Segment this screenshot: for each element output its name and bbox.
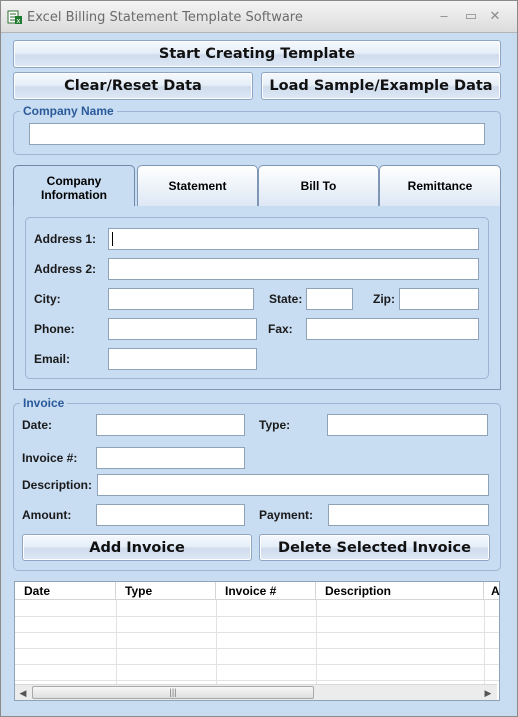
address1-input[interactable] [108,228,479,250]
phone-label: Phone: [34,322,75,336]
close-button[interactable]: ✕ [489,8,501,23]
title-bar [1,1,517,33]
city-label: City: [34,292,61,306]
invoice-amount-input[interactable] [96,504,245,526]
client-area [6,33,512,711]
zip-input[interactable] [399,288,479,310]
invoice-payment-input[interactable] [328,504,489,526]
tab-bill-to[interactable] [258,165,379,206]
tab-statement[interactable] [137,165,258,206]
fax-label: Fax: [268,322,293,336]
column-header-description[interactable]: Description [316,582,484,600]
invoice-date-input[interactable] [96,414,245,436]
email-input[interactable] [108,348,257,370]
invoice-type-input[interactable] [327,414,488,436]
start-creating-template-button[interactable]: Start Creating Template [13,40,501,68]
tab-bill-to-label: Bill To [300,179,337,193]
tab-remittance[interactable] [379,165,501,206]
column-header-invoice-number[interactable]: Invoice # [216,582,316,600]
invoice-description-input[interactable] [97,474,489,496]
company-name-legend: Company Name [20,104,117,118]
invoice-type-label: Type: [259,418,291,432]
invoice-number-input[interactable] [96,447,245,469]
invoice-group [13,396,501,571]
tab-remittance-label: Remittance [407,179,473,193]
address2-input[interactable] [108,258,479,280]
delete-selected-invoice-button[interactable]: Delete Selected Invoice [259,534,490,561]
column-header-date[interactable]: Date [15,582,116,600]
invoice-payment-label: Payment: [259,508,314,522]
address2-label: Address 2: [34,262,97,276]
tab-statement-label: Statement [168,179,227,193]
company-information-group [25,217,489,379]
tab-company-information-label: Company Information [41,173,107,202]
window-title: Excel Billing Statement Template Software [27,10,303,25]
city-input[interactable] [108,288,254,310]
tab-panel [13,206,501,390]
add-invoice-button[interactable]: Add Invoice [22,534,252,561]
state-input[interactable] [306,288,353,310]
invoice-list-grid [15,600,499,684]
load-sample-button[interactable]: Load Sample/Example Data [261,72,501,100]
invoice-list[interactable] [14,581,500,701]
phone-input[interactable] [108,318,257,340]
text-caret [112,232,113,246]
scroll-thumb[interactable]: ||| [32,686,314,699]
zip-label: Zip: [373,292,395,306]
invoice-list-header [15,582,499,600]
company-name-group [13,104,501,155]
state-label: State: [269,292,303,306]
scroll-right-icon[interactable]: ▶ [484,688,492,698]
column-header-amount[interactable]: A [491,584,500,598]
minimize-button[interactable]: – [440,8,448,23]
app-icon [7,9,23,25]
tab-company-information[interactable] [13,165,135,209]
invoice-amount-label: Amount: [22,508,72,522]
clear-reset-button[interactable]: Clear/Reset Data [13,72,253,100]
scroll-left-icon[interactable]: ◀ [19,688,27,698]
email-label: Email: [34,352,71,366]
invoice-date-label: Date: [22,418,53,432]
fax-input[interactable] [306,318,479,340]
horizontal-scrollbar[interactable] [15,684,497,700]
column-header-type[interactable]: Type [116,582,216,600]
company-name-input[interactable] [29,123,485,145]
address1-label: Address 1: [34,232,97,246]
maximize-button[interactable]: ▭ [464,8,478,23]
invoice-number-label: Invoice #: [22,451,78,465]
svg-text:x: x [16,17,21,25]
invoice-legend: Invoice [20,396,67,410]
invoice-description-label: Description: [22,478,93,492]
